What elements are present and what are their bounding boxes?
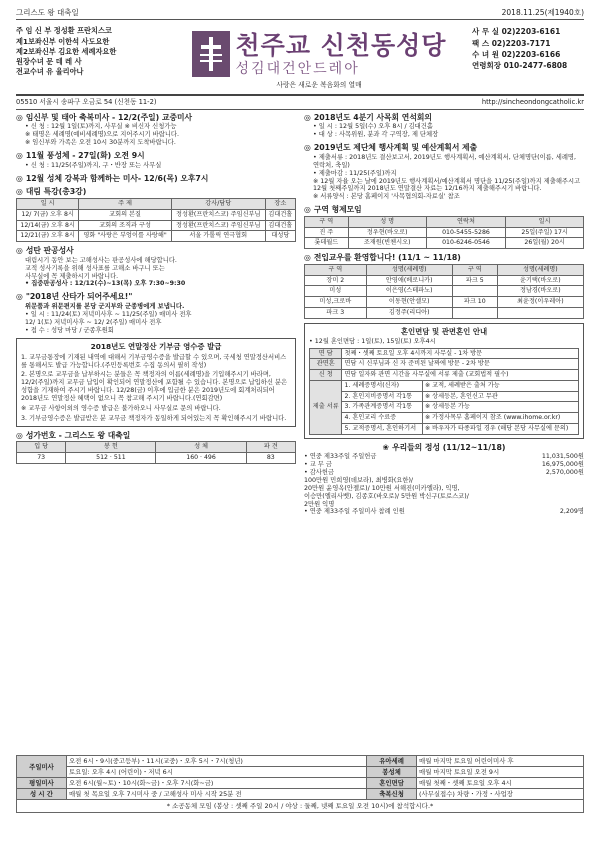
box-title: 혼인면담 및 관면혼인 안내 <box>400 326 488 336</box>
table-row: 진 주 정우현(바오로) 010-5455-5286 25일(주일) 17시 <box>305 227 584 238</box>
address: 05510 서울시 송파구 오금로 54 (신천동 11-2) <box>16 98 157 107</box>
table-row: 12/ 7(금) 오후 8시 교회의 본질 정성환(프란치스코) 주임신부님 김대건홀 <box>17 209 296 220</box>
newcomers: ◎ 전입교우를 환영합니다! (11/1 ~ 11/18) 구 역 성명(세례명) 구 역 성명(세례명) 장미 2 안영애(베로니카) 파크 5 윤기택(바오로) 미성 이은영(스테파노) 정남경(바오로) 미성,크로바 이동현(안셀모) 파크 10 최윤정(이우레아) 파크 3 김정주(리디아) <box>304 253 584 318</box>
clergy-item: 제1보좌신부 이한석 사도요한 <box>16 36 110 46</box>
motto: 사랑은 새로운 복음화의 열매 <box>276 80 362 89</box>
church-logo-icon <box>192 31 230 77</box>
list-item: 2. 본명으로 교무금을 납부하시는 분들은 꼭 책정자의 이름(세례명)을 기입해주시기 바라며, 12/2(주일)까지 교무금 납입이 확인되어 연말정산에 포함될 수 있습니다. 본명으로 납입하신 분은 성함을 기재하여 주시기 바랍니다. 12/28(금) 이후에 입금한 분은 2019년도에 회계처리되어 2018년도 연말정산 혜택이 없으니 꼭 참고해 주시기 바랍니다.(연회감면) <box>21 371 288 403</box>
advent-lecture: ◎ 대림 특강(총3강) 일 시 주 제 강사/담당 장소 12/ 7(금) 오후 8시 교회의 본질 정성환(프란치스코) 주임신부님 김대건홀 12/14(금) 오후 8시 교회의 조직과 구성 정성환(프란치스코) 주임신부님 김대건홀 12/21(금) 오후 8시 영화 "사랑은 부엉이를 사랑해" 서울 가톨릭 연극협회 대성당 <box>16 187 296 242</box>
church-name: 천주교 신천동성당 <box>235 30 447 60</box>
table-row: 미성 이은영(스테파노) 정남경(바오로) <box>305 286 584 297</box>
table-row: 주일미사 오전 6시・9시(중고등부)・11시(교중)・오후 5시・7시(청년) 유아세례 매월 마지막 토요일 어린이미사 후 <box>17 756 584 767</box>
church-patron: 성김대건안드레아 <box>235 61 360 77</box>
list-item: ※ 교무금 사항이외의 영수증 발급은 불가하오니 사무실로 문의 바랍니다. <box>21 404 221 412</box>
clergy-list <box>16 24 166 94</box>
left-column <box>16 113 296 521</box>
table-row: 12/14(금) 오후 8시 교회의 조직과 구성 정성환(프란치스코) 주임신부님 김대건홀 <box>17 220 296 231</box>
notice-blessing-mass: ◎ 임신부 및 태아 축복미사 - 12/2(주일) 교중미사 • 신 청 : 12월 1일(토)까지, 사무실 ※ 비신자 신청가능 ※ 태명은 세례명(예비세례명)으로 지어주시기 바랍니다. ※ 임신부와 가족은 오전 10시 30분까지 도착바랍니다. <box>16 112 193 147</box>
contact-item: 수 녀 원 02)2203-6166 <box>472 49 561 59</box>
table-row: 파크 3 김정주(리디아) <box>305 307 584 318</box>
right-column <box>304 113 584 521</box>
list-item: 3. 기부금영수증은 발급받은 분 교무금 책정자가 동일하게 되어있는지 꼭 확인해주시기 바랍니다. <box>21 414 287 422</box>
table-row: 평일미사 오전 6시(월~토)・10시(화~금)・오후 7시(화~금) 혼인면담 매월 첫째・셋째 토요일 오후 4시 <box>17 778 584 789</box>
box-title: 2018년도 연말정산 기부금 영수증 발급 <box>90 342 222 352</box>
notice-santa: ◎ "2018년 산타가 되어주세요!" 위문품과 위문편지를 본당 군지부와 군종병에게 보냅니다. • 일 시 : 11/24(토) 저녁미사후 ~ 11/25(주일) 매미사 전후 12/ 1(토) 저녁미사후 ~ 12/ 2(주일) 매미사 전후 • 접 수 : 성당 마당 / 군종후원회 <box>16 292 192 334</box>
clergy-item: 원장수녀 문 데 레 사 <box>16 57 82 67</box>
website-link[interactable]: http://sincheondongcatholic.kr <box>481 98 584 107</box>
notice-pastoral-meeting: ◎ 2018년도 4분기 사목회 연석회의 • 일 시 : 12월 5일(수) 오후 8시 / 김대건홀 • 대 상 : 사목위원, 분과 각 구역장, 제 단체장 <box>304 112 439 139</box>
notice-communion: ◎ 11월 풍성체 - 27일(화) 오전 9시 • 신 청 : 11/25(주일)까지, 구・반장 또는 사무실 <box>16 151 162 169</box>
table-row: 미성,크로바 이동현(안셀모) 파크 10 최윤정(이우레아) <box>305 297 584 308</box>
notice-confession: ◎ 성탄 판공성사 대림시기 동안 보는 고해성사는 판공성사에 해당합니다. 교적 성사기록을 위해 성사표를 고해소 바구니 또는 사무실에 꼭 제출하시기 바랍니다. • 집중판공성사 : 12/12(수)~13(목) 오후 7:30~9:30 <box>16 246 186 288</box>
contact-list <box>472 24 584 94</box>
table-row: 토요일: 오후 4시 (어린이)・저녁 6시 봉성체 매월 마지막 토요일 오전 9시 <box>17 767 584 778</box>
feast-label: 그리스도 왕 대축일 <box>16 8 79 17</box>
clergy-item: 제2보좌신부 김요한 세례자요한 <box>16 46 117 56</box>
schedule-table <box>16 755 584 800</box>
footer-note: * 소공동체 모임 (봉상 : 셋째 주일 20시 / 야상 : 둘째, 넷째 토요일 오전 10시)에 참석합시다.* <box>16 800 584 813</box>
contact-item: 사 무 실 02)2203-6161 <box>472 27 561 37</box>
contact-item: 연령회장 010-2477-6808 <box>472 61 568 71</box>
table-row: 73 512 · 511 160 · 496 83 <box>17 453 296 464</box>
marriage-box <box>304 323 584 439</box>
list-item: • 감사헌금 2,570,000원 <box>304 469 584 477</box>
list-item: • 연중 제33주일 주일헌금 11,031,500원 <box>304 453 584 461</box>
table-row: 5. 교적증명서, 혼인하기서 ※ 바우자가 타종파일 경우 (해당 본당 사무실에 문의) <box>310 423 579 434</box>
table-row: 신 청 면담 일자와 관면 시간을 사무실에 서류 제출 (교회법적 필수) <box>310 370 579 381</box>
offerings: ❀ 우리들의 정성 (11/12~11/18) • 연중 제33주일 주일헌금 11,031,500원 • 교 무 금 16,975,000원 • 감사헌금 2,570,000원 100만원 민희영(데보라), 최병화(요한)/ 20만원 윤영옥(안젤로)/ 10만원 서해진(미카엘라), 익명, 이승만(엘리사벳), 김종호(바오로)/ 5만원 박신구(토로스코)/ 2만원 익명 • 연중 제33주일 주일미사 참례 인원 2,209명 <box>304 442 584 516</box>
table-row: 면 담 첫째・셋째 토요일 오후 4시까지 사무실 - 1차 방문 <box>310 348 579 359</box>
clergy-item: 주 임 신 부 정성환 프란치스코 <box>16 26 112 36</box>
table-row: 롯데월드 조재원(빈첸시오) 010-6246-0546 26일(월) 20시 <box>305 238 584 249</box>
hymn-table: 입 당 봉 헌 성 체 파 견 73 512 · 511 160 · 496 83 <box>16 441 296 464</box>
notice-budget: ◎ 2019년도 제단체 행사계획 및 예산계획서 제출 • 제출서류 : 2018년도 결산보고서, 2019년도 행사계획서, 예산계획서, 단체명단(이름, 세례명, 연락처, 축일) • 제출마감 : 11/25(주일)까지 ※ 12월 자율 오는 날에 2019년도 행사계획서/예산계획서 명단을 11/25(주일)까지 제출해주시고 12월 첫째주일까지 2018년도 연말결산 자료는 12/16까지 제출해주시기 바랍니다. ※ 서류양식 : 본당 홈페이지 '사목협의회-자료실' 참조 <box>304 143 581 201</box>
table-row: 제출 서류 1. 세례증명서(신자) ※ 교적, 세례받은 출처 가능 <box>310 380 579 391</box>
list-item: 1. 교무금통장에 기재된 내역에 대해서 기부금영수증을 발급할 수 있으며, 국세청 연말정산서비스를 통해서도 발급 가능합니다.(주민등록번호 수집 동의서 필히 작성) <box>21 353 287 369</box>
table-row: 장미 2 안영애(베로니카) 파크 5 윤기택(바오로) <box>305 275 584 286</box>
table-row: 관면혼 면담 시 신부님과 신 자 준비된 날짜에 방문 - 2차 방문 <box>310 359 579 370</box>
tax-receipt-box <box>16 338 296 426</box>
table-row: 2. 혼인지비증명서 각1통 ※ 상세등본, 혼인신고 무관 <box>310 391 579 402</box>
top-bar <box>16 8 584 20</box>
marriage-table <box>309 348 579 435</box>
brand <box>166 24 472 94</box>
address-bar <box>16 96 584 109</box>
issue-date: 2018.11.25(제1940호) <box>501 8 584 17</box>
contact-item: 팩 스 02)2203-7171 <box>472 38 551 48</box>
table-row: 12/21(금) 오후 8시 영화 "사랑은 부엉이를 사랑해" 서울 가톨릭 연극협회 대성당 <box>17 231 296 242</box>
advent-lecture-table: 일 시 주 제 강사/담당 장소 12/ 7(금) 오후 8시 교회의 본질 정성환(프란치스코) 주임신부님 김대건홀 12/14(금) 오후 8시 교회의 조직과 구성 정성환(프란치스코) 주임신부님 김대건홀 12/21(금) 오후 8시 영화 "사랑은 부엉이를 사랑해" 서울 가톨릭 연극협회 대성당 <box>16 198 296 242</box>
notice-benediction: ◎ 12월 성체 강복과 함께하는 미사- 12/6(목) 오후7시 <box>16 173 209 183</box>
table-row: 4. 혼인교리 수료증 ※ 가정사목부 홈페이지 참조 (www.ihome.or.kr) <box>310 413 579 424</box>
header <box>16 24 584 96</box>
hymn-numbers: ◎ 성가번호 - 그리스도 왕 대축일 입 당 봉 헌 성 체 파 견 73 512 · 511 160 · 496 83 <box>16 431 296 464</box>
clergy-item: 전교수녀 유 율리아나 <box>16 67 84 77</box>
district-meeting: ◎ 구역 형제모임 구 역 성 명 연락처 일시 진 주 정우현(바오로) 010-5455-5286 25일(주일) 17시 롯데월드 조재원(빈첸시오) 010-6246-0546 26일(월) 20시 <box>304 205 584 249</box>
table-row: 3. 가족관계증명서 각1통 ※ 상세등본 가능 <box>310 402 579 413</box>
list-item: • 교 무 금 16,975,000원 <box>304 461 584 469</box>
district-table: 구 역 성 명 연락처 일시 진 주 정우현(바오로) 010-5455-5286 25일(주일) 17시 롯데월드 조재원(빈첸시오) 010-6246-0546 26일(월) 20시 <box>304 216 584 249</box>
table-row: 성 시 간 매월 첫 목요일 오후 7시미사 중 / 고해성사 미사 시작 25분 전 축복신청 (사무실접수) 차량・가정・사업장 <box>17 789 584 800</box>
newcomers-table: 구 역 성명(세례명) 구 역 성명(세례명) 장미 2 안영애(베로니카) 파크 5 윤기택(바오로) 미성 이은영(스테파노) 정남경(바오로) 미성,크로바 이동현(안셀모) 파크 10 최윤정(이우레아) 파크 3 김정주(리디아) <box>304 264 584 319</box>
schedule-footer <box>16 755 584 813</box>
list-item: • 연중 제33주일 주일미사 참례 인원 2,209명 <box>304 508 584 516</box>
marriage-schedule: • 12월 혼인면담 : 1일(토), 15일(토) 오후4시 <box>309 337 436 345</box>
